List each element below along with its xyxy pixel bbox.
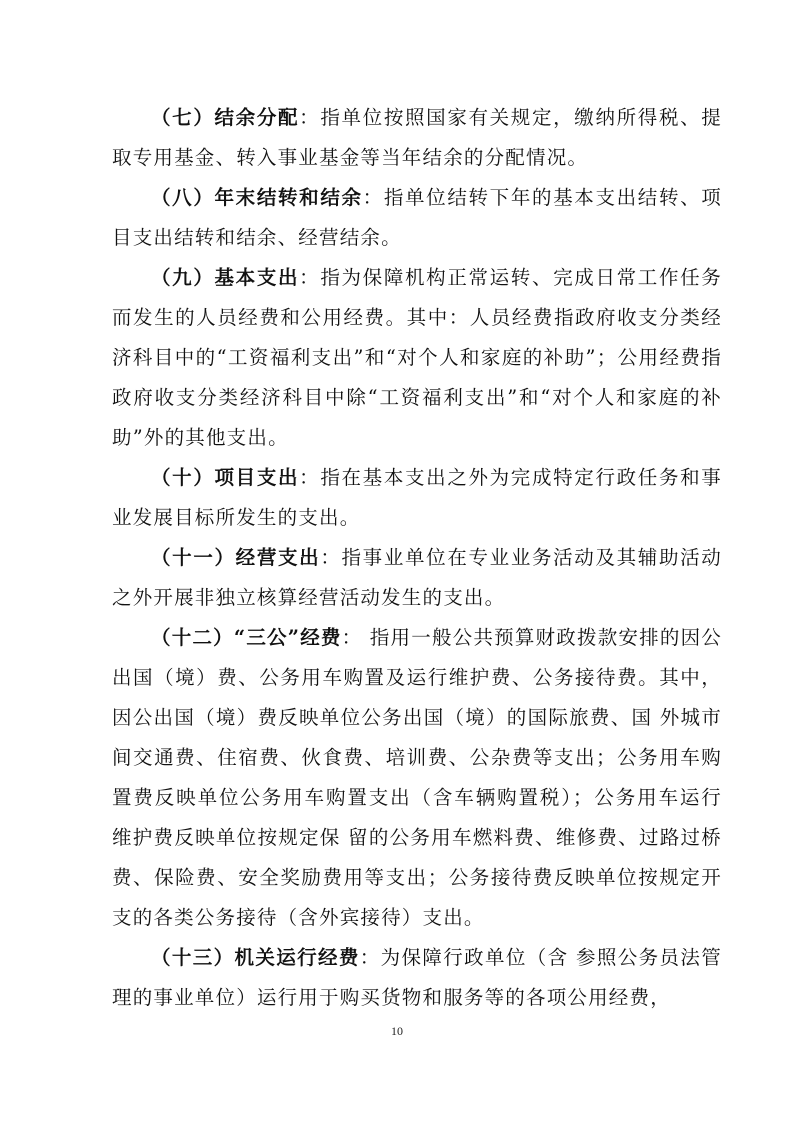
section-10-paragraph xyxy=(112,458,722,538)
section-8-separator: ： xyxy=(362,186,384,209)
section-9-term: （九）基本支出 xyxy=(151,266,300,289)
section-8-term: （八）年末结转和结余 xyxy=(151,186,363,209)
section-9-separator: ： xyxy=(299,266,321,289)
section-7-separator: ： xyxy=(299,106,321,129)
section-11-separator: ： xyxy=(320,546,342,569)
page-number: 10 xyxy=(391,1024,403,1038)
section-9-body: 指为保障机构正常运转、完成日常工作任务而发生的人员经费和公用经费。其中：人员经费指政府收支分类经济科目中的“工资福利支出”和“对个人和家庭的补助”；公用经费指政府收支分类经济科目中除“工资福利支出”和“对个人和家庭的补助”外的其他支出。 xyxy=(112,266,722,449)
section-7-paragraph xyxy=(112,98,722,178)
section-13-term: （十三）机关运行经费 xyxy=(151,946,360,969)
section-11-body: 指事业单位在专业业务活动及其辅助活动之外开展非独立核算经营活动发生的支出。 xyxy=(112,546,722,609)
section-12-body: 指用一般公共预算财政拨款安排的因公出国（境）费、公务用车购置及运行维护费、公务接待费。其中，因公出国（境）费反映单位公务出国（境）的国际旅费、国 外城市间交通费、住宿费、伙食费、培训费、公杂费等支出；公务用车购置费反映单位公务用车购置支出（含车辆购置税）；公务用车运行维护费反映单位按规定保 留的公务用车燃料费、维修费、过路过桥费、保险费、安全奖励费用等支出；公务接待费反映单位按规定开支的各类公务接待（含外宾接待）支出。 xyxy=(112,626,723,929)
section-8-paragraph xyxy=(112,178,722,258)
section-9-paragraph xyxy=(112,258,722,458)
section-11-paragraph xyxy=(112,538,722,618)
section-10-term: （十）项目支出 xyxy=(151,466,300,489)
section-11-term: （十一）经营支出 xyxy=(151,546,321,569)
section-13-paragraph xyxy=(112,938,722,1018)
section-13-separator: ： xyxy=(359,946,381,969)
section-10-separator: ： xyxy=(299,466,321,489)
section-12-paragraph xyxy=(112,618,722,938)
section-12-separator: ： xyxy=(341,626,363,649)
section-8-body: 指单位结转下年的基本支出结转、项目支出结转和结余、经营结余。 xyxy=(112,186,722,249)
section-10-body: 指在基本支出之外为完成特定行政任务和事业发展目标所发生的支出。 xyxy=(112,466,722,529)
section-13-body: 为保障行政单位（含 参照公务员法管理的事业单位）运行用于购买货物和服务等的各项公用经费， xyxy=(112,946,722,1009)
section-12-term: （十二）“三公”经费 xyxy=(151,626,342,649)
section-7-body: 指单位按照国家有关规定，缴纳所得税、提取专用基金、转入事业基金等当年结余的分配情况。 xyxy=(112,106,722,169)
section-7-term: （七）结余分配 xyxy=(151,106,300,129)
